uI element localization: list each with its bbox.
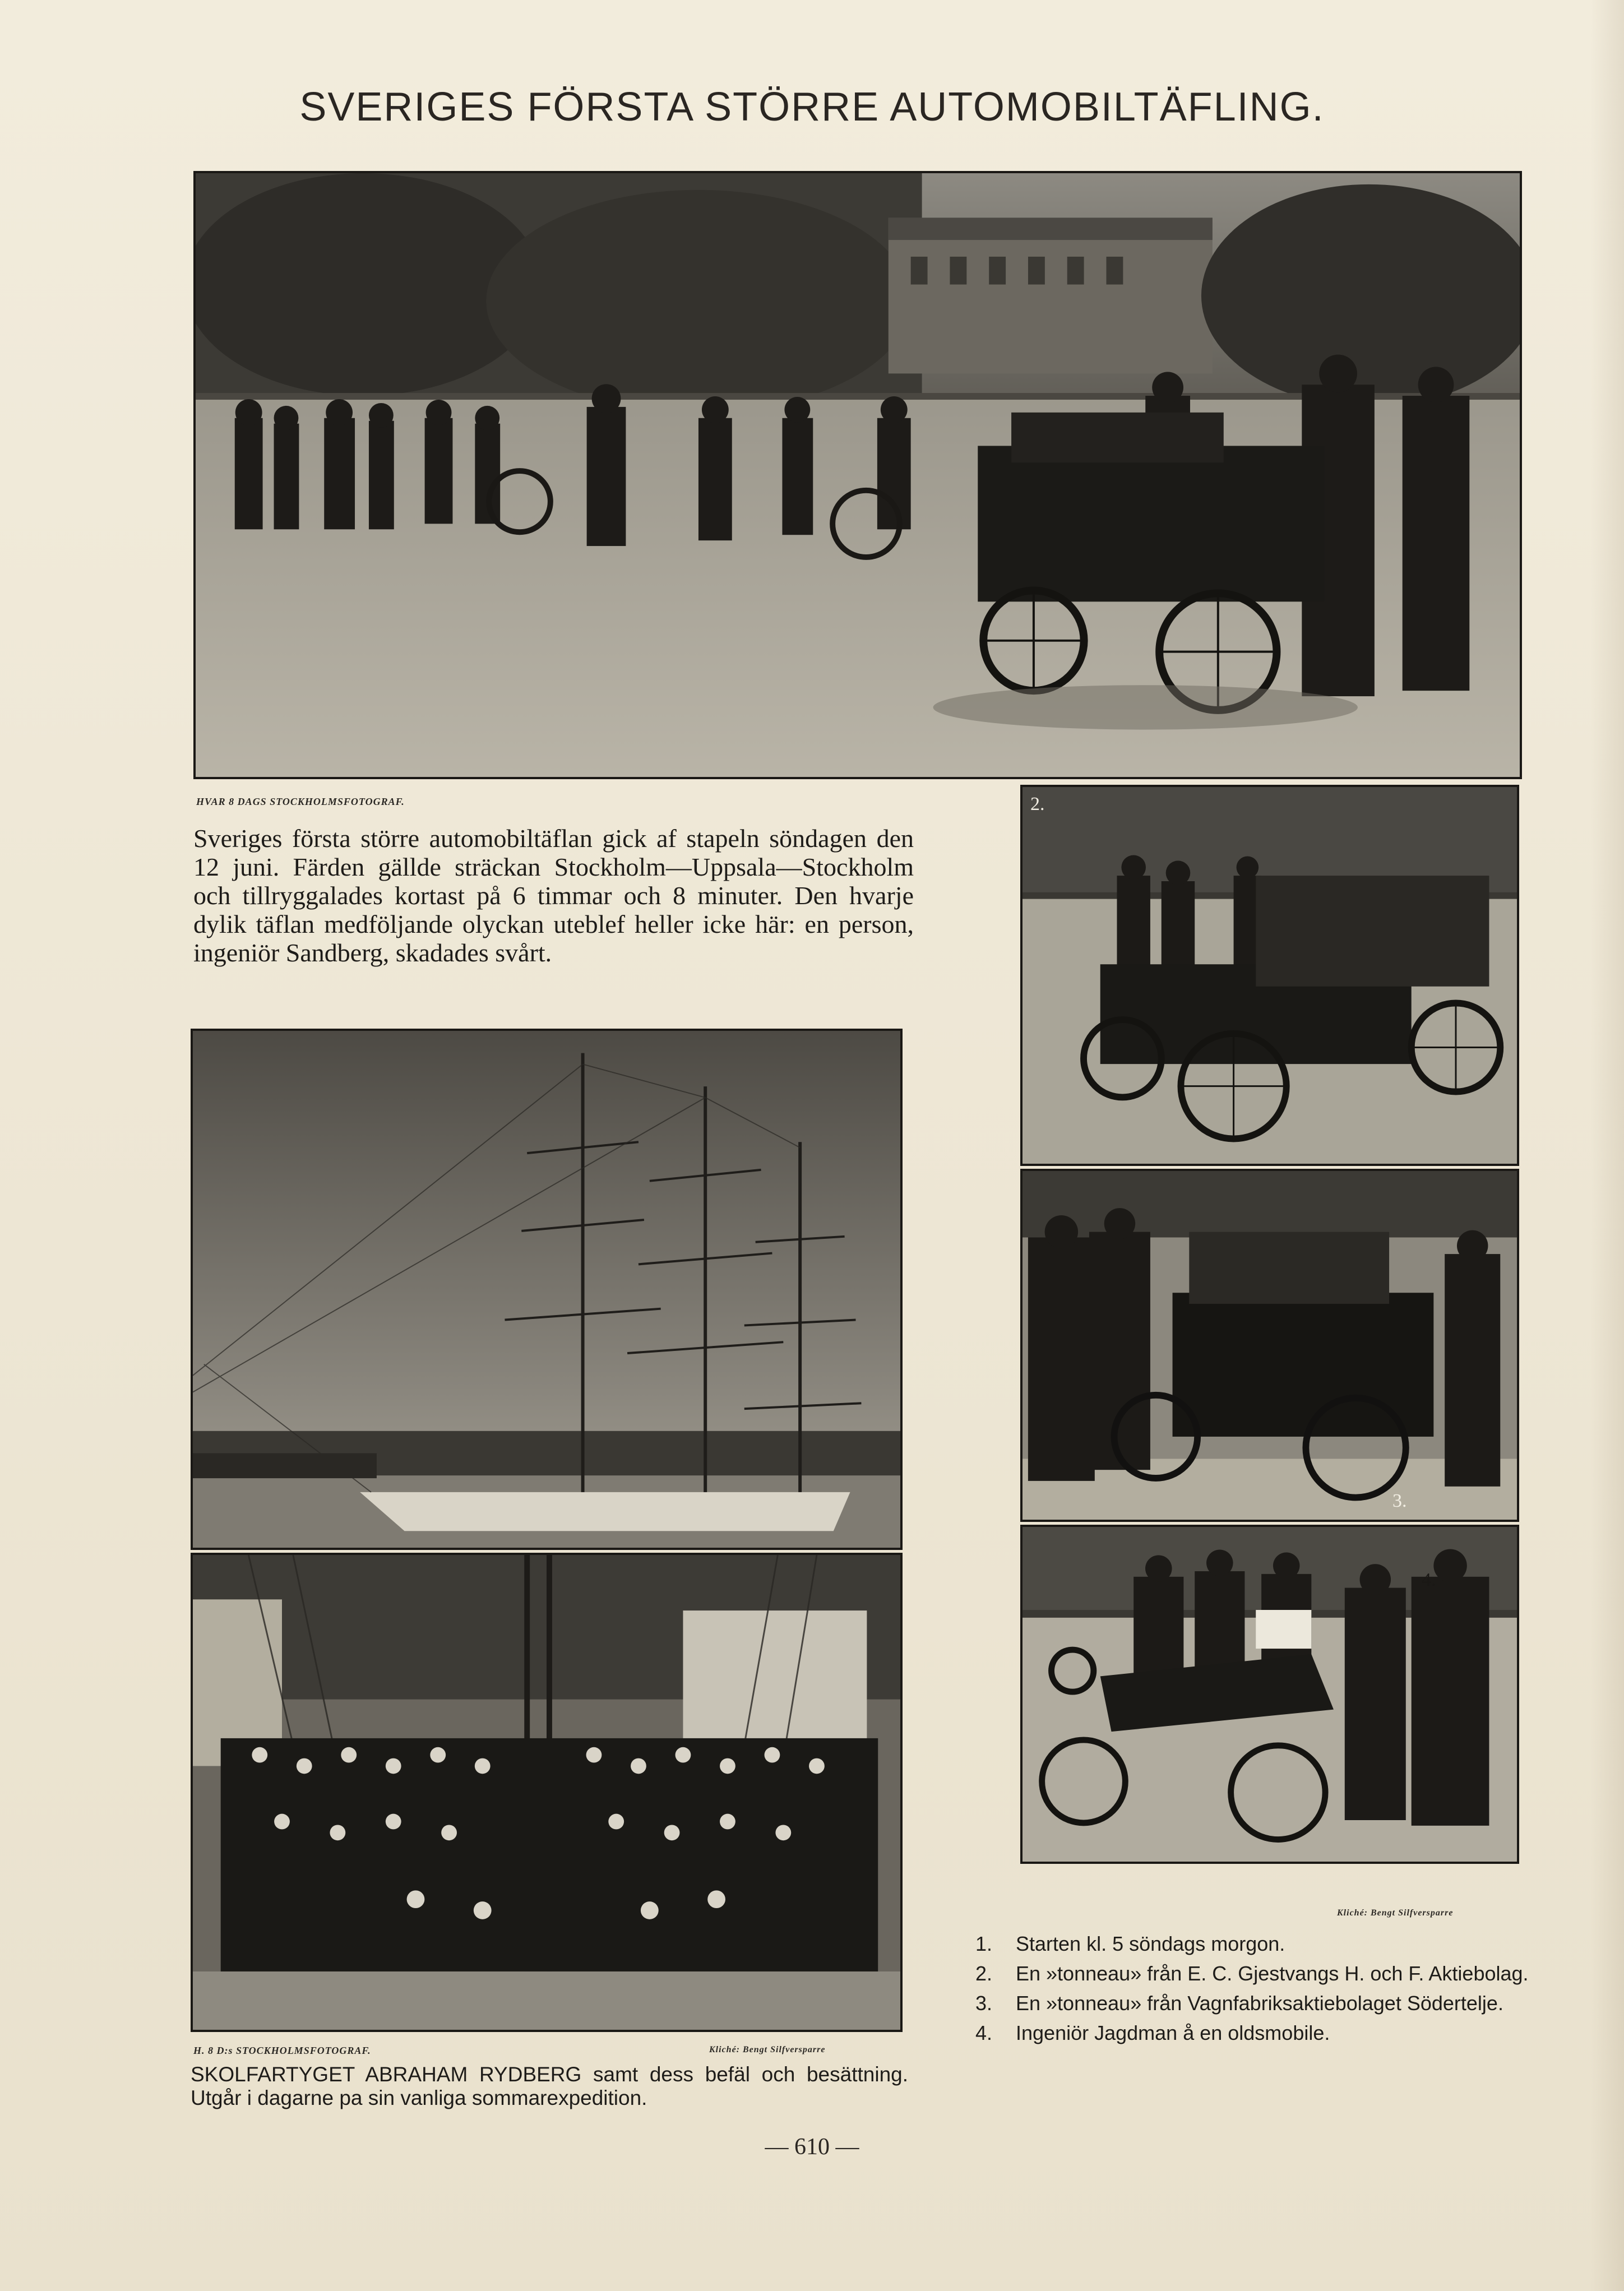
crew-illustration (193, 1555, 900, 2030)
race-start-illustration (196, 173, 1520, 777)
ship-caption: SKOLFARTYGET ABRAHAM RYDBERG samt dess befäl och besättning. Utgår i dagarne pa sin vanliga sommarexpedition. (191, 2063, 908, 2109)
legend-text: En »tonneau» från E. C. Gjestvangs H. och F. Aktiebolag. (1016, 1962, 1529, 1985)
photo-tonneau-sodertelje (1020, 1169, 1519, 1522)
photo-number-4: 4. (1422, 1570, 1436, 1590)
photo-number-2: 2. (1030, 794, 1045, 814)
photo-race-start (193, 171, 1522, 779)
legend-text: Ingeniör Jagdman å en oldsmobile. (1016, 2021, 1330, 2044)
page-edge-shadow (1590, 0, 1624, 2291)
legend-item (975, 1991, 1536, 2016)
legend-number: 1. (975, 1932, 993, 1955)
photo-oldsmobile-jagdman (1020, 1525, 1519, 1864)
right-photos-kliche: Kliché: Bengt Silfversparre (1337, 1908, 1454, 1918)
page-title: SVERIGES FÖRSTA STÖRRE AUTOMOBILTÄFLING. (299, 85, 1325, 129)
legend-item (975, 1931, 1536, 1956)
legend-item (975, 1961, 1536, 1986)
oldsmobile-illustration (1022, 1527, 1517, 1862)
legend-number: 4. (975, 2021, 993, 2044)
legend-text: En »tonneau» från Vagnfabriksaktiebolaget Södertelje. (1016, 1992, 1503, 2015)
legend-number: 2. (975, 1962, 993, 1985)
page-number: — 610 — (765, 2134, 859, 2160)
photo-ship-crew (191, 1553, 903, 2032)
top-photo-credit: HVAR 8 DAGS STOCKHOLMSFOTOGRAF. (196, 796, 405, 807)
photo-legend (975, 1931, 1536, 2050)
ship-photo-credit: H. 8 D:s STOCKHOLMSFOTOGRAF. (193, 2045, 371, 2056)
photo-number-3: 3. (1392, 1491, 1407, 1511)
legend-item (975, 2020, 1536, 2045)
ship-photo-kliche: Kliché: Bengt Silfversparre (709, 2045, 826, 2054)
article-text: Sveriges första större automobiltäflan gick af stapeln söndagen den 12 juni. Färden gällde sträckan Stockholm—Uppsala—Stockholm och tillryggalades kortast på 6 timmar och 8 minuter. Den hvarje dylik täflan medföljande olyckan uteblef heller icke här: en person, ingeniör Sandberg, skadades svårt. (193, 824, 914, 967)
tonneau-sodertelje-illustration (1022, 1171, 1517, 1520)
legend-number: 3. (975, 1992, 993, 2015)
tonneau-gjestvang-illustration (1022, 787, 1517, 1164)
legend-text: Starten kl. 5 söndags morgon. (1016, 1932, 1285, 1955)
photo-tonneau-gjestvang (1020, 785, 1519, 1166)
ship-illustration (193, 1031, 900, 1548)
photo-ship-abraham-rydberg (191, 1029, 903, 1550)
